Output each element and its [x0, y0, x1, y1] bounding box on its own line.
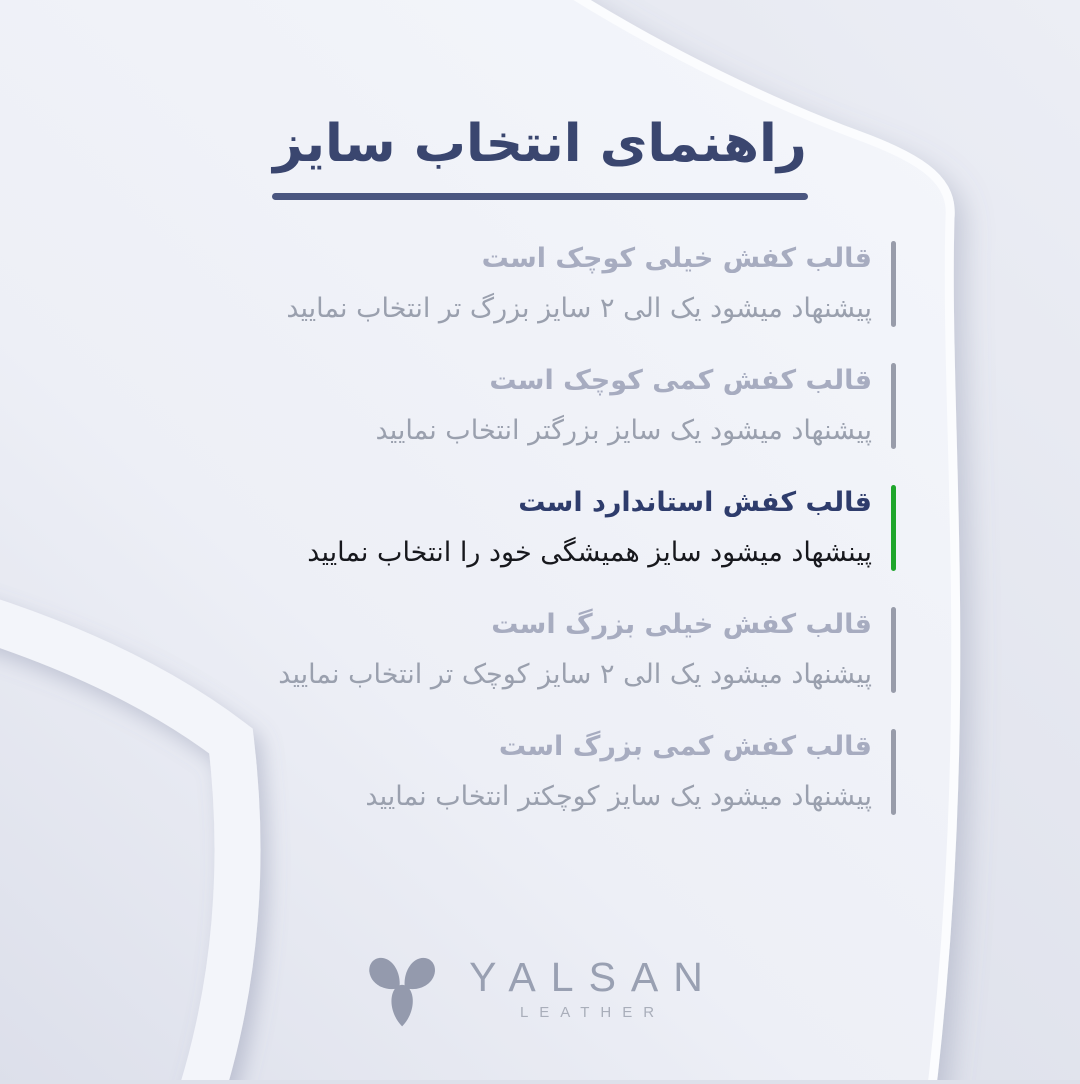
brand-wordmark — [462, 953, 718, 1021]
section-heading: قالب کفش کمی کوچک است — [489, 365, 872, 396]
section-description: پیشنهاد میشود یک سایز کوچکتر انتخاب نمایید — [365, 781, 872, 812]
brand-logo — [362, 946, 718, 1030]
section-accent-bar — [891, 363, 896, 449]
title-underline — [272, 193, 808, 200]
trillium-leaf-icon — [362, 946, 442, 1030]
brand-tagline: LEATHER — [519, 1003, 666, 1021]
size-guide-list — [278, 238, 896, 818]
section-heading: قالب کفش کمی بزرگ است — [498, 731, 872, 762]
header — [0, 108, 1080, 200]
page-title: راهنمای انتخاب سایز — [273, 114, 807, 174]
section-accent-bar — [891, 729, 896, 815]
section-accent-bar — [891, 607, 896, 693]
section-description: پینشهاد میشود سایز همیشگی خود را انتخاب نمایید — [307, 537, 872, 568]
section-description: پیشنهاد میشود یک الی ۲ سایز بزرگ تر انتخاب نمایید — [286, 293, 872, 324]
brand-name: YALSAN — [469, 953, 718, 1000]
section-description: پیشنهاد میشود یک الی ۲ سایز کوچک تر انتخاب نمایید — [278, 659, 872, 690]
section-accent-bar — [891, 485, 896, 571]
section-heading: قالب کفش خیلی کوچک است — [481, 243, 872, 274]
size-guide-item — [286, 238, 896, 330]
size-guide-item — [365, 726, 896, 818]
section-description: پیشنهاد میشود یک سایز بزرگتر انتخاب نمایید — [375, 415, 872, 446]
size-guide-item — [278, 604, 896, 696]
section-heading: قالب کفش خیلی بزرگ است — [491, 609, 872, 640]
section-accent-bar — [891, 241, 896, 327]
size-guide-item — [376, 360, 896, 452]
size-guide-item — [307, 482, 896, 574]
section-heading: قالب کفش استاندارد است — [518, 487, 872, 518]
